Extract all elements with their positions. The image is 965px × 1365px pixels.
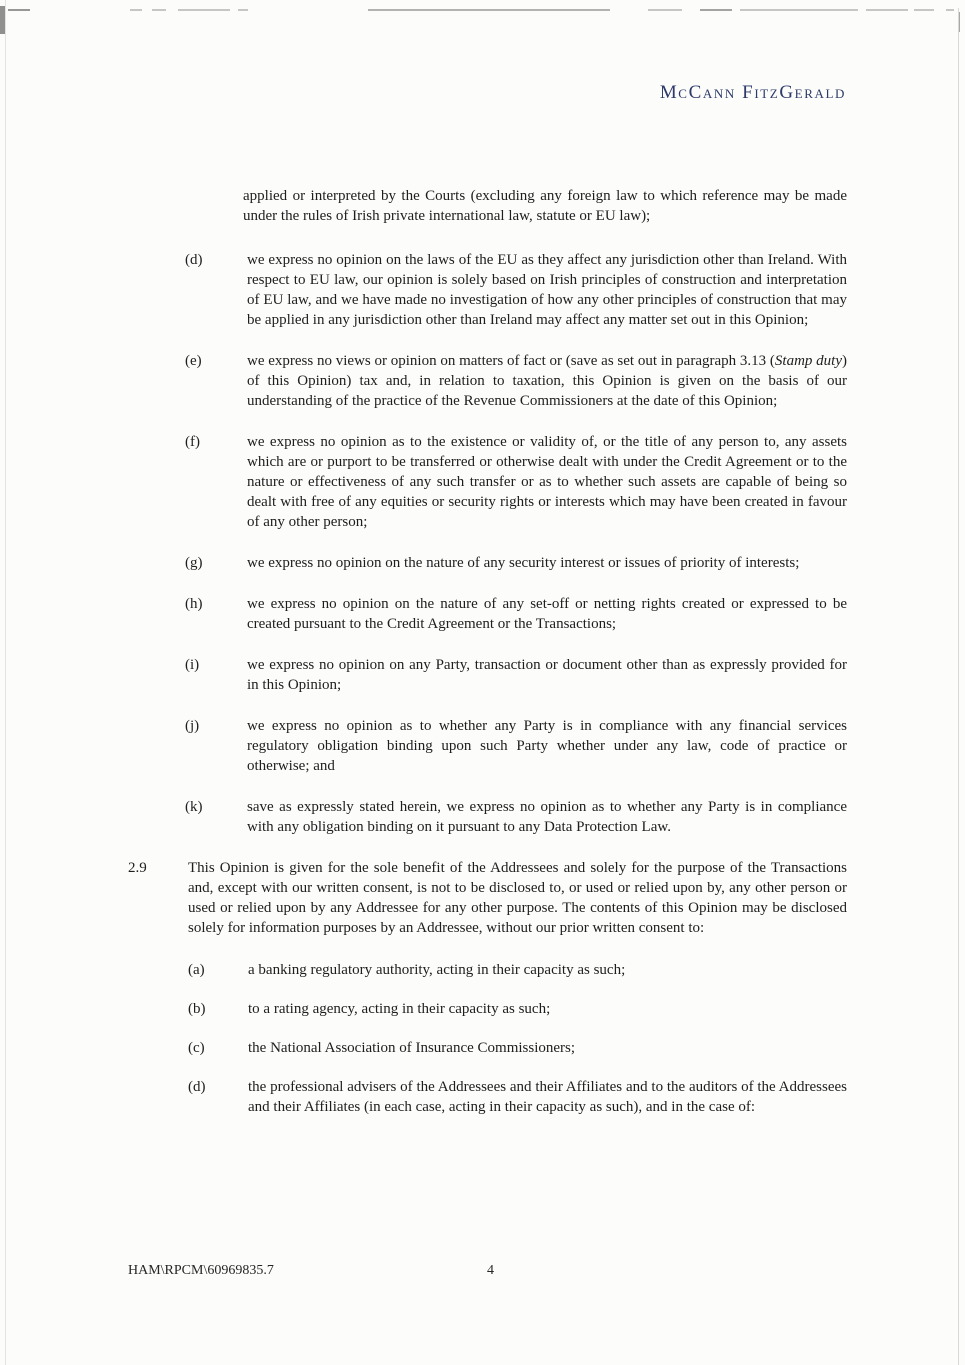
section-2-9: [128, 858, 847, 938]
scan-artifact: [130, 9, 142, 11]
text-part: we express no opinion on the nature of any security interest or issues of priority of interests;: [247, 555, 800, 571]
list-item-text: [247, 553, 847, 573]
subitem-label: (d): [188, 1079, 206, 1095]
text-part: we express no opinion as to whether any Party is in compliance with any financial services regulatory obligation binding upon such Party whether under any law, code of practice or otherwise; and: [247, 718, 847, 774]
subitem-text: the professional advisers of the Addressees and their Affiliates and to the auditors of the Addressees and their Affiliates (in each case, acting in their capacity as such), and in the case of:: [248, 1079, 847, 1115]
list-item-label: (j): [185, 718, 200, 734]
list-item-e: [128, 351, 847, 411]
text-part: we express no opinion on the nature of any set-off or netting rights created or expressed to be created pursuant to the Credit Agreement or the Transactions;: [247, 596, 847, 632]
scan-artifact: [740, 9, 858, 11]
scan-artifact: [946, 9, 954, 11]
list-item-text: [247, 351, 847, 411]
subitem-label: (b): [188, 1001, 206, 1017]
section-text: This Opinion is given for the sole benefit of the Addressees and solely for the purpose of the Transactions and, except with our written consent, is not to be disclosed to, or used or relied upon by, any other person or used or relied upon by any Addressee for any other purpose. The contents of this Opinion may be disclosed solely for information purposes by an Addressee, without our prior written consent to:: [188, 860, 847, 936]
scan-edge-right: [958, 8, 959, 1365]
list-item-label: (f): [185, 434, 200, 450]
firm-logo: McCann FitzGerald: [659, 82, 846, 103]
page-number: 4: [487, 1263, 494, 1278]
section-number: 2.9: [128, 860, 147, 876]
text-part: we express no opinion on the laws of the EU as they affect any jurisdiction other than Ireland. With respect to EU law, our opinion is solely based on Irish principles of construction and interpretation of EU law, and we have made no investigation of how any other principles of construction that may be applied in any jurisdiction other than Ireland may affect any matter set out in this Opinion;: [247, 252, 847, 328]
italic-text-part: Stamp duty: [774, 353, 842, 369]
text-part: ) of this Opinion) tax and, in relation to taxation, this Opinion is given on the basis of our understanding of the practice of the Revenue Commissioners at the date of this Opinion;: [247, 353, 847, 409]
scan-artifact: [700, 9, 732, 11]
list-item-f: [128, 432, 847, 532]
list-item-i: [128, 655, 847, 695]
subitem-b: [128, 999, 847, 1019]
list-item-label: (i): [185, 657, 200, 673]
scan-artifact: [648, 9, 682, 11]
list-item-label: (g): [185, 555, 203, 571]
subitem-label: (a): [188, 962, 205, 978]
list-item-k: [128, 797, 847, 837]
subitem-text: to a rating agency, acting in their capacity as such;: [248, 1001, 551, 1017]
list-item-label: (k): [185, 799, 203, 815]
scan-edge-left: [5, 0, 6, 1365]
subitem-text: the National Association of Insurance Commissioners;: [248, 1040, 576, 1056]
text-part: we express no opinion as to the existence or validity of, or the title of any person to, any assets which are or purport to be transferred or otherwise dealt with under the Credit Agreement or to the nature or effectiveness of any such transfer or as to whether such assets are capable of being so dealt with free of any equities or security rights or interests which may have been created in favour of any other person;: [247, 434, 847, 530]
continuation-paragraph: applied or interpreted by the Courts (excluding any foreign law to which reference may be made under the rules of Irish private international law, statute or EU law);: [243, 188, 847, 224]
subitem-a: [128, 960, 847, 980]
list-item-text: [247, 432, 847, 532]
document-body: [128, 186, 847, 1136]
text-part: we express no opinion on any Party, transaction or document other than as expressly provided for in this Opinion;: [247, 657, 847, 693]
scan-artifact: [866, 9, 908, 11]
scan-artifact: [914, 9, 934, 11]
list-item-h: [128, 594, 847, 634]
list-item-d: [128, 250, 847, 330]
list-item-g: [128, 553, 847, 573]
subitem-d: [128, 1077, 847, 1117]
list-item-j: [128, 716, 847, 776]
list-item-label: (e): [185, 353, 202, 369]
list-item-label: (h): [185, 596, 203, 612]
subitem-text: a banking regulatory authority, acting in their capacity as such;: [248, 962, 626, 978]
scan-artifact: [152, 9, 166, 11]
text-part: we express no views or opinion on matters of fact or (save as set out in paragraph 3.13 (: [247, 353, 775, 369]
text-part: save as expressly stated herein, we express no opinion as to whether any Party is in compliance with any obligation binding on it pursuant to any Data Protection Law.: [247, 799, 847, 835]
scan-artifact: [178, 9, 230, 11]
scan-artifact: [8, 9, 30, 11]
scan-artifact: [959, 12, 960, 32]
list-item-text: [247, 797, 847, 837]
list-item-text: [247, 250, 847, 330]
list-item-text: [247, 655, 847, 695]
scan-artifact: [368, 9, 610, 11]
list-item-text: [247, 594, 847, 634]
scan-corner-mark: [0, 6, 5, 34]
list-item-label: (d): [185, 252, 203, 268]
scan-artifact: [238, 9, 248, 11]
subitem-c: [128, 1038, 847, 1058]
subitem-label: (c): [188, 1040, 205, 1056]
document-reference: HAM\RPCM\60969835.7: [128, 1263, 274, 1278]
list-item-text: [247, 716, 847, 776]
